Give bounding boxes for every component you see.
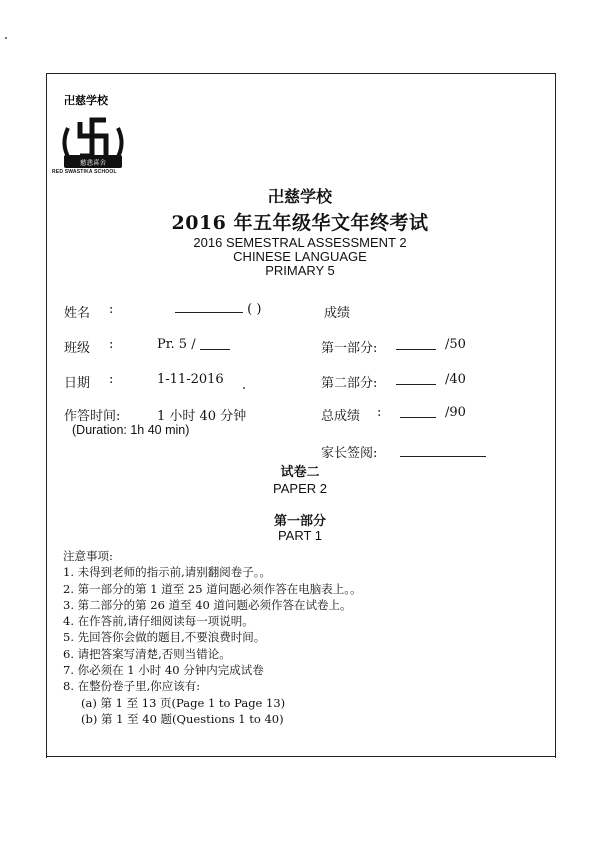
exam-title: 2016 年五年级华文年终考试	[171, 212, 429, 234]
instruction-item: 8. 在整份卷子里,你应该有:	[63, 679, 201, 694]
register-number-field[interactable]: ( )	[247, 302, 262, 317]
name-blank[interactable]	[175, 312, 243, 313]
cover-frame-bottom	[46, 756, 556, 757]
instruction-item: 6. 请把答案写清楚,否则当错论。	[63, 646, 231, 661]
logo-text-top: 卍慈学校	[64, 94, 108, 107]
paper-en: PAPER 2	[273, 481, 327, 496]
scan-speck	[5, 37, 7, 39]
duration-en: (Duration: 1h 40 min)	[72, 423, 190, 437]
instructions-heading: 注意事项:	[63, 549, 113, 563]
part2-label: 第二部分:	[321, 376, 378, 391]
total-colon: :	[377, 405, 382, 420]
total-score-blank[interactable]	[400, 405, 436, 418]
part-en: PART 1	[277, 528, 323, 543]
part1-max: /50	[445, 337, 466, 352]
parent-signature-blank[interactable]	[400, 444, 486, 457]
school-name: 卍慈学校	[267, 187, 332, 206]
instruction-item: 3. 第二部分的第 26 道至 40 道问题必须作答在试卷上。	[63, 597, 352, 612]
scan-speck	[243, 387, 245, 389]
exam-title-en: 2016 SEMESTRAL ASSESSMENT 2	[193, 235, 407, 250]
instructions	[63, 548, 361, 727]
instruction-item: 1. 未得到老师的指示前,请别翻阅卷子。。	[63, 565, 272, 580]
instruction-item: 5. 先回答你会做的题目,不要浪费时间。	[63, 630, 266, 645]
result-label: 成绩	[324, 306, 351, 321]
instruction-item: 2. 第一部分的第 1 道至 25 道问题必须作答在电脑表上。。	[63, 581, 362, 596]
date-value: 1-11-2016	[157, 372, 224, 387]
date-colon: :	[109, 372, 114, 387]
logo-caption: RED SWASTIKA SCHOOL	[52, 169, 117, 175]
instruction-sub-a: (a) 第 1 至 13 页(Page 1 to Page 13)	[81, 695, 286, 710]
date-label: 日期	[64, 376, 91, 391]
name-label: 姓名	[64, 306, 91, 321]
part2-score-blank[interactable]	[396, 372, 436, 385]
class-colon: :	[109, 337, 114, 352]
class-blank[interactable]	[200, 337, 230, 350]
instruction-sub-b: (b) 第 1 至 40 题(Questions 1 to 40)	[81, 711, 284, 726]
logo-motto: 慈悲喜舍	[80, 158, 106, 167]
name-field[interactable]	[175, 302, 261, 317]
part1-label: 第一部分:	[321, 341, 378, 356]
instruction-item: 4. 在作答前,请仔细阅读每一项说明。	[63, 614, 254, 629]
part-cn: 第一部分	[273, 514, 326, 529]
class-label: 班级	[64, 341, 91, 356]
total-label: 总成绩	[321, 409, 361, 424]
time-value: 1 小时 40 分钟	[157, 409, 247, 424]
subject: CHINESE LANGUAGE	[233, 249, 367, 264]
instruction-item: 7. 你必须在 1 小时 40 分钟内完成试卷	[63, 663, 264, 678]
part2-max: /40	[445, 372, 466, 387]
paper-cn: 试卷二	[280, 465, 320, 480]
level: PRIMARY 5	[265, 263, 335, 278]
total-max: /90	[445, 405, 466, 420]
parent-signature-label: 家长签阅:	[321, 446, 378, 461]
class-value: Pr. 5 /	[157, 337, 196, 352]
name-colon: :	[109, 302, 114, 317]
part1-score-blank[interactable]	[396, 337, 436, 350]
time-label: 作答时间:	[64, 409, 121, 424]
school-logo	[58, 90, 128, 180]
